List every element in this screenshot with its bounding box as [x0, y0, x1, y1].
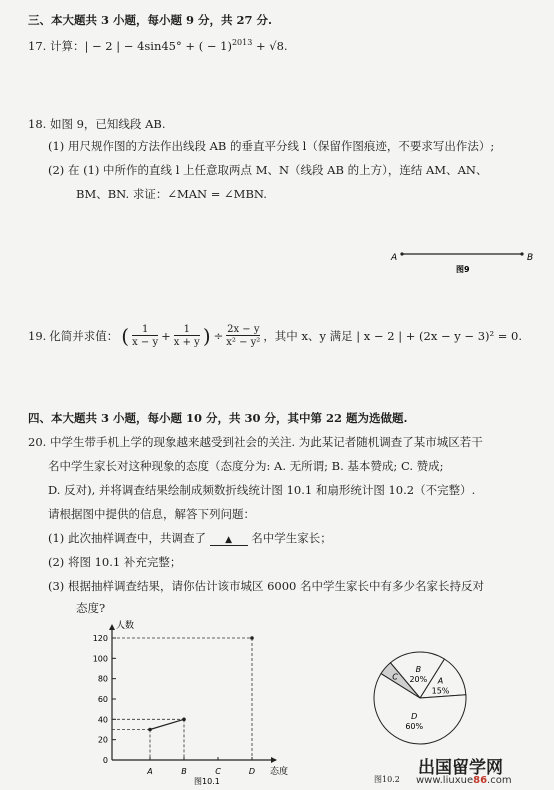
pie-label-c: C — [392, 672, 398, 682]
q19-fraction-1 — [132, 324, 158, 348]
q20-line3: D. 反对), 并将调查结果绘制成频数折线统计图 10.1 和扇形统计图 10.2（不完整）. — [48, 483, 476, 497]
figure-10-1-caption: 图10.1 — [194, 777, 220, 786]
q18-intro-text: 如图 9，已知线段 AB. — [49, 117, 166, 131]
q19-f3-num: 2x − y — [227, 324, 260, 335]
x-tick-label: D — [248, 767, 256, 776]
q19-paren-open: ( — [121, 324, 130, 348]
q17-tail: + √8. — [252, 39, 288, 53]
question-17 — [28, 38, 288, 54]
q19-f2-num: 1 — [183, 324, 190, 335]
watermark-url-suffix: .com — [487, 775, 512, 786]
figure-10-1-chart — [84, 618, 304, 788]
x-tick-label: C — [215, 767, 221, 776]
q20-line4: 请根据图中提供的信息，解答下列问题： — [48, 507, 255, 521]
watermark-url-number: 86 — [473, 775, 488, 786]
section-4-header: 四、本大题共 3 小题，每小题 10 分，共 30 分，其中第 22 题为选做题. — [28, 411, 408, 425]
question-19 — [28, 324, 522, 348]
q20-line1 — [28, 434, 483, 450]
q18-number: 18. — [28, 117, 47, 131]
q19-f1-den: x − y — [132, 337, 159, 348]
x-axis-label: 态度 — [270, 767, 289, 777]
y-tick-label: 80 — [97, 674, 108, 684]
y-axis-arrow — [109, 624, 115, 630]
x-tick-label: B — [181, 767, 187, 776]
watermark-url — [416, 775, 512, 786]
q19-f2-den: x + y — [173, 337, 200, 348]
x-axis-arrow — [271, 757, 277, 763]
figure-9-caption: 图9 — [456, 265, 470, 274]
watermark-url-prefix: www.liuxue — [416, 775, 474, 786]
q20-line1-text: 中学生带手机上学的现象越来越受到社会的关注. 为此某记者随机调查了某市城区若干 — [49, 435, 483, 449]
q19-fraction-2 — [174, 324, 200, 348]
q20-sub1-tail: 名中学生家长； — [251, 531, 332, 545]
y-tick-label: 60 — [97, 695, 108, 704]
y-tick-label: 120 — [92, 634, 108, 643]
q19-f1-num: 1 — [141, 324, 149, 335]
figure-10-2-caption: 图10.2 — [374, 775, 400, 784]
watermark-brand: 出国留学网 — [418, 758, 503, 778]
y-axis-label: 人数 — [116, 621, 135, 631]
q18-part2-line1: (2) 在 (1) 中所作的直线 l 上任意取两点 M、N（线段 AB 的上方），连结 AM、AN、 — [48, 163, 488, 177]
q20-number: 20. — [28, 435, 47, 449]
q19-f3-den: x² − y² — [226, 337, 261, 348]
pie-value-b: 20% — [409, 675, 428, 685]
q18-intro — [28, 116, 166, 132]
section-3-header: 三、本大题共 3 小题，每小题 9 分，共 27 分. — [28, 13, 273, 27]
q19-plus: + — [161, 329, 171, 343]
q17-exponent: 2013 — [231, 38, 253, 48]
pie-label-d: D — [411, 712, 418, 722]
y-tick-label: 100 — [92, 654, 108, 664]
data-point-d — [250, 636, 254, 640]
y-tick-label: 0 — [102, 756, 108, 765]
q20-line2: 名中学生家长对这种现象的态度（态度分为: A. 无所谓; B. 基本赞成; C. 赞成; — [48, 459, 444, 473]
q19-number: 19. — [28, 329, 47, 343]
q17-text: 计算：| − 2 | − 4sin45° + ( − 1) — [49, 39, 232, 53]
q20-sub3-line1: (3) 根据抽样调查结果，请你估计该市城区 6000 名中学生家长中有多少名家长持反对 — [48, 579, 485, 593]
data-point-a — [148, 728, 152, 732]
point-a — [400, 252, 403, 255]
q19-tail: ，其中 x、y 满足 | x − 2 | + (2x − y − 3)² = 0. — [263, 329, 523, 343]
pie-value-d: 60% — [405, 722, 424, 732]
q19-divide: ÷ — [213, 329, 224, 343]
q18-part2-line2: BM、BN. 求证：∠MAN = ∠MBN. — [76, 187, 267, 201]
y-tick-label: 20 — [97, 735, 108, 745]
q19-paren-close: ) — [202, 324, 211, 348]
q18-part1: (1) 用尺规作图的方法作出线段 AB 的垂直平分线 l（保留作图痕迹，不要求写出作法）; — [48, 139, 495, 153]
x-tick-label: A — [147, 767, 153, 776]
q20-answer-blank: ▲ — [210, 535, 248, 546]
pie-label-b: B — [415, 665, 422, 675]
y-tick-label: 40 — [97, 715, 108, 725]
label-a: A — [391, 253, 398, 263]
q19-lead: 化简并求值： — [49, 329, 119, 343]
label-b: B — [527, 253, 534, 263]
q20-sub1-text: (1) 此次抽样调查中，共调查了 — [48, 531, 206, 545]
q20-sub3-line2: 态度? — [76, 601, 106, 615]
q17-number: 17. — [28, 39, 47, 53]
series-segment — [150, 719, 184, 729]
pie-label-a: A — [437, 676, 444, 686]
pie-value-a: 15% — [431, 686, 450, 696]
point-b — [520, 252, 523, 255]
figure-9 — [388, 244, 538, 278]
data-point-b — [182, 718, 186, 722]
q20-sub1 — [48, 530, 332, 546]
q19-fraction-3 — [226, 324, 260, 348]
figure-10-2-chart — [362, 640, 482, 760]
q20-sub2: (2) 将图 10.1 补充完整； — [48, 555, 182, 569]
